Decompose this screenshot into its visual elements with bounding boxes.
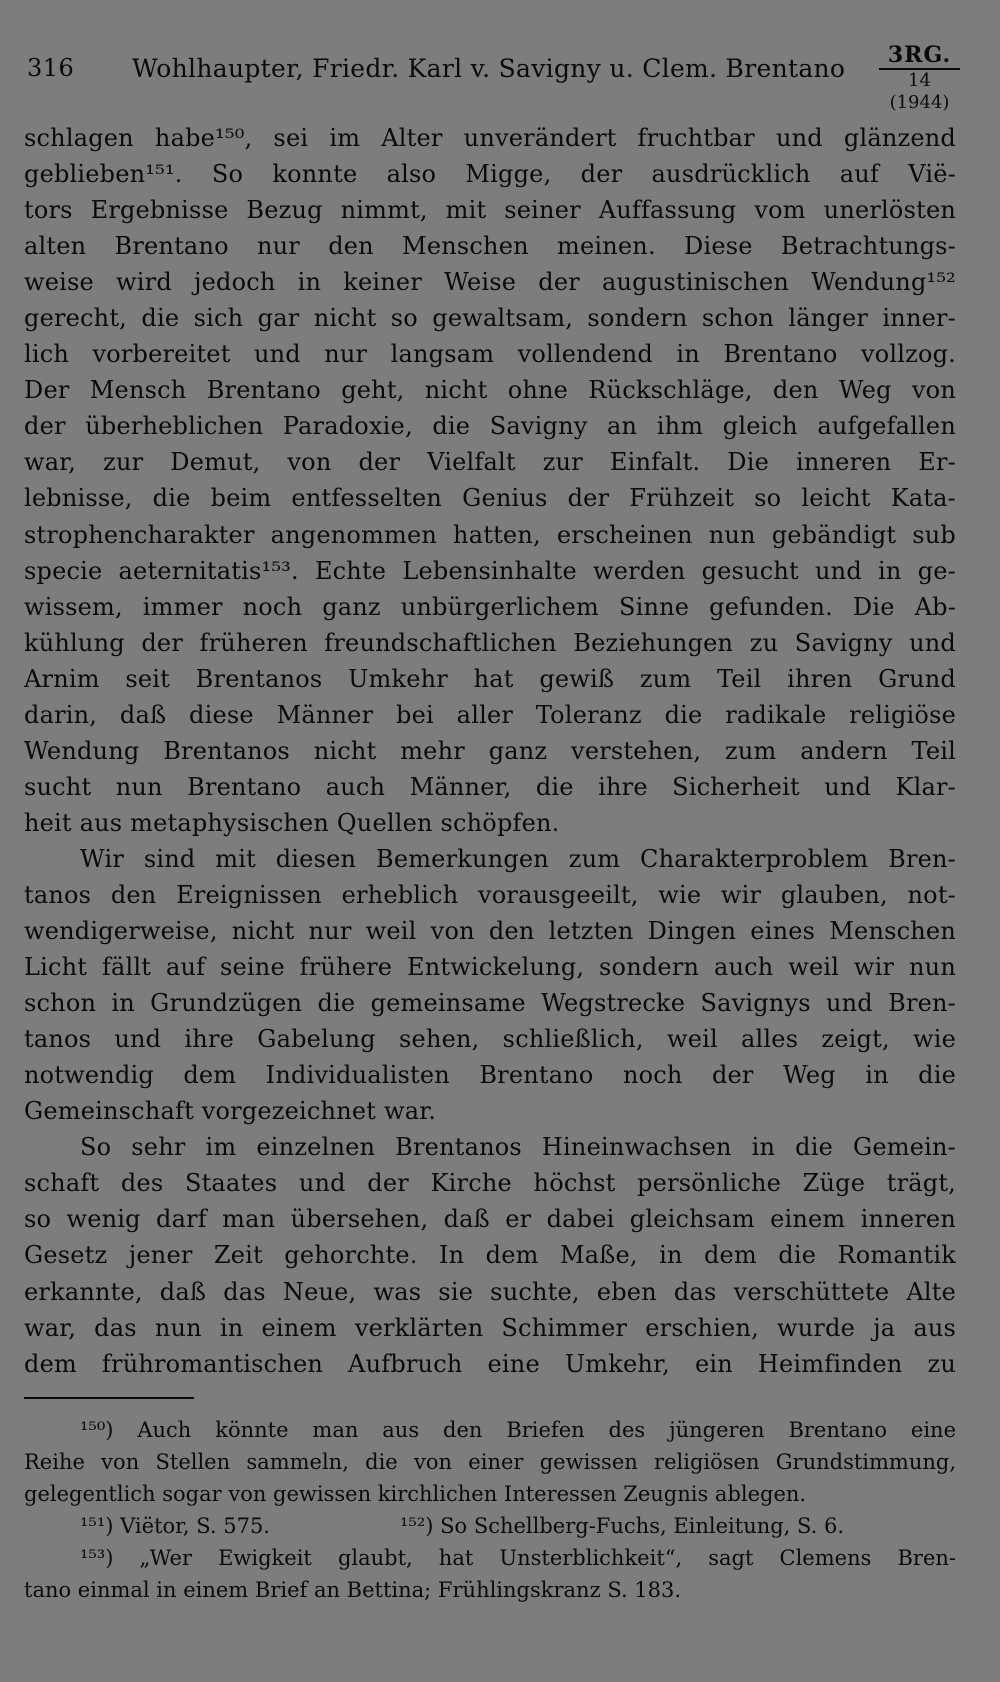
text-line: so wenig darf man übersehen, daß er dabei gleichsam einem inneren bbox=[24, 1205, 956, 1234]
text-line: So sehr im einzelnen Brentanos Hineinwachsen in die Gemein- bbox=[80, 1133, 956, 1162]
text-line: lebnisse, die beim entfesselten Genius der Frühzeit so leicht Kata- bbox=[24, 484, 956, 513]
text-line: geblieben¹⁵¹. So konnte also Migge, der ausdrücklich auf Vië- bbox=[24, 160, 956, 189]
footnote-151-152-line bbox=[24, 1510, 956, 1542]
footnote-152: ¹⁵²) So Schellberg-Fuchs, Einleitung, S. 6. bbox=[400, 1514, 845, 1538]
body-text bbox=[24, 120, 956, 1382]
text-line: darin, daß diese Männer bei aller Toleranz die radikale religiöse bbox=[24, 700, 956, 729]
text-line: wissem, immer noch ganz unbürgerlichem Sinne gefunden. Die Ab- bbox=[24, 592, 956, 621]
text-line: tanos den Ereignissen erheblich vorausgeeilt, wie wir glauben, not- bbox=[24, 880, 956, 909]
text-line: dem frühromantischen Aufbruch eine Umkehr, ein Heimfinden zu bbox=[24, 1349, 956, 1378]
footnote-150-line: ¹⁵⁰) Auch könnte man aus den Briefen des jüngeren Brentano eine bbox=[80, 1418, 956, 1442]
text-line: war, das nun in einem verklärten Schimmer erschien, wurde ja aus bbox=[24, 1313, 956, 1342]
text-line: Gemeinschaft vorgezeichnet war. bbox=[24, 1097, 437, 1126]
text-line: war, zur Demut, von der Vielfalt zur Einfalt. Die inneren Er- bbox=[24, 448, 956, 477]
text-line: tors Ergebnisse Bezug nimmt, mit seiner Auffassung vom unerlösten bbox=[24, 196, 956, 225]
text-line: wendigerweise, nicht nur weil von den letzten Dingen eines Menschen bbox=[24, 917, 956, 946]
text-line: Gesetz jener Zeit gehorchte. In dem Maße, in dem die Romantik bbox=[24, 1241, 956, 1270]
footnote-151: ¹⁵¹) Viëtor, S. 575. bbox=[80, 1514, 270, 1538]
text-line: Wendung Brentanos nicht mehr ganz verstehen, zum andern Teil bbox=[24, 736, 956, 765]
running-head: Wohlhaupter, Friedr. Karl v. Savigny u. Clem. Brentano bbox=[132, 54, 846, 83]
text-line: sucht nun Brentano auch Männer, die ihre Sicherheit und Klar- bbox=[24, 772, 956, 801]
text-line: schlagen habe¹⁵⁰, sei im Alter unverändert fruchtbar und glänzend bbox=[24, 124, 956, 152]
footnote-150-line: gelegentlich sogar von gewissen kirchlichen Interessen Zeugnis ablegen. bbox=[24, 1482, 807, 1506]
text-line: Der Mensch Brentano geht, nicht ohne Rückschläge, den Weg von bbox=[24, 376, 956, 405]
page-number: 316 bbox=[27, 54, 75, 82]
text-line: gerecht, die sich gar nicht so gewaltsam, sondern schon länger inner- bbox=[24, 304, 956, 333]
text-line: der überheblichen Paradoxie, die Savigny an ihm gleich aufgefallen bbox=[24, 412, 956, 441]
page-header bbox=[22, 42, 962, 113]
footnote-150-line: Reihe von Stellen sammeln, die von einer gewissen religiösen Grundstimmung, bbox=[24, 1450, 956, 1474]
text-line: erkannte, daß das Neue, was sie suchte, eben das verschüttete Alte bbox=[24, 1277, 956, 1306]
text-line: Wir sind mit diesen Bemerkungen zum Charakterproblem Bren- bbox=[80, 844, 956, 873]
journal-volume bbox=[877, 42, 962, 114]
text-line: schon in Grundzügen die gemeinsame Wegstrecke Savignys und Bren- bbox=[24, 989, 956, 1018]
text-line: strophencharakter angenommen hatten, erscheinen nun gebändigt sub bbox=[24, 520, 956, 549]
text-line: alten Brentano nur den Menschen meinen. Diese Betrachtungs- bbox=[24, 232, 956, 261]
text-line: schaft des Staates und der Kirche höchst persönliche Züge trägt, bbox=[24, 1169, 956, 1198]
volume-number: 14 (1944) bbox=[889, 70, 950, 113]
text-line: kühlung der früheren freundschaftlichen Beziehungen zu Savigny und bbox=[24, 628, 956, 657]
text-line: lich vorbereitet und nur langsam vollendend in Brentano vollzog. bbox=[24, 340, 956, 369]
text-line: specie aeternitatis¹⁵³. Echte Lebensinhalte werden gesucht und in ge- bbox=[24, 556, 956, 585]
footnote-153-line: tano einmal in einem Brief an Bettina; Frühlingskranz S. 183. bbox=[24, 1578, 682, 1602]
text-line: notwendig dem Individualisten Brentano noch der Weg in die bbox=[24, 1061, 956, 1090]
footnotes bbox=[24, 1414, 956, 1606]
text-line: Arnim seit Brentanos Umkehr hat gewiß zum Teil ihren Grund bbox=[24, 664, 956, 693]
text-line: weise wird jedoch in keiner Weise der augustinischen Wendung¹⁵² bbox=[24, 268, 956, 297]
journal-abbreviation: 3RG. bbox=[887, 42, 952, 68]
text-line: Licht fällt auf seine frühere Entwickelung, sondern auch weil wir nun bbox=[24, 953, 956, 982]
footnote-separator bbox=[24, 1397, 194, 1399]
text-line: heit aus metaphysischen Quellen schöpfen. bbox=[24, 808, 560, 837]
footnote-153-line: ¹⁵³) „Wer Ewigkeit glaubt, hat Unsterblichkeit“, sagt Clemens Bren- bbox=[80, 1546, 956, 1570]
text-line: tanos und ihre Gabelung sehen, schließlich, weil alles zeigt, wie bbox=[24, 1025, 956, 1054]
